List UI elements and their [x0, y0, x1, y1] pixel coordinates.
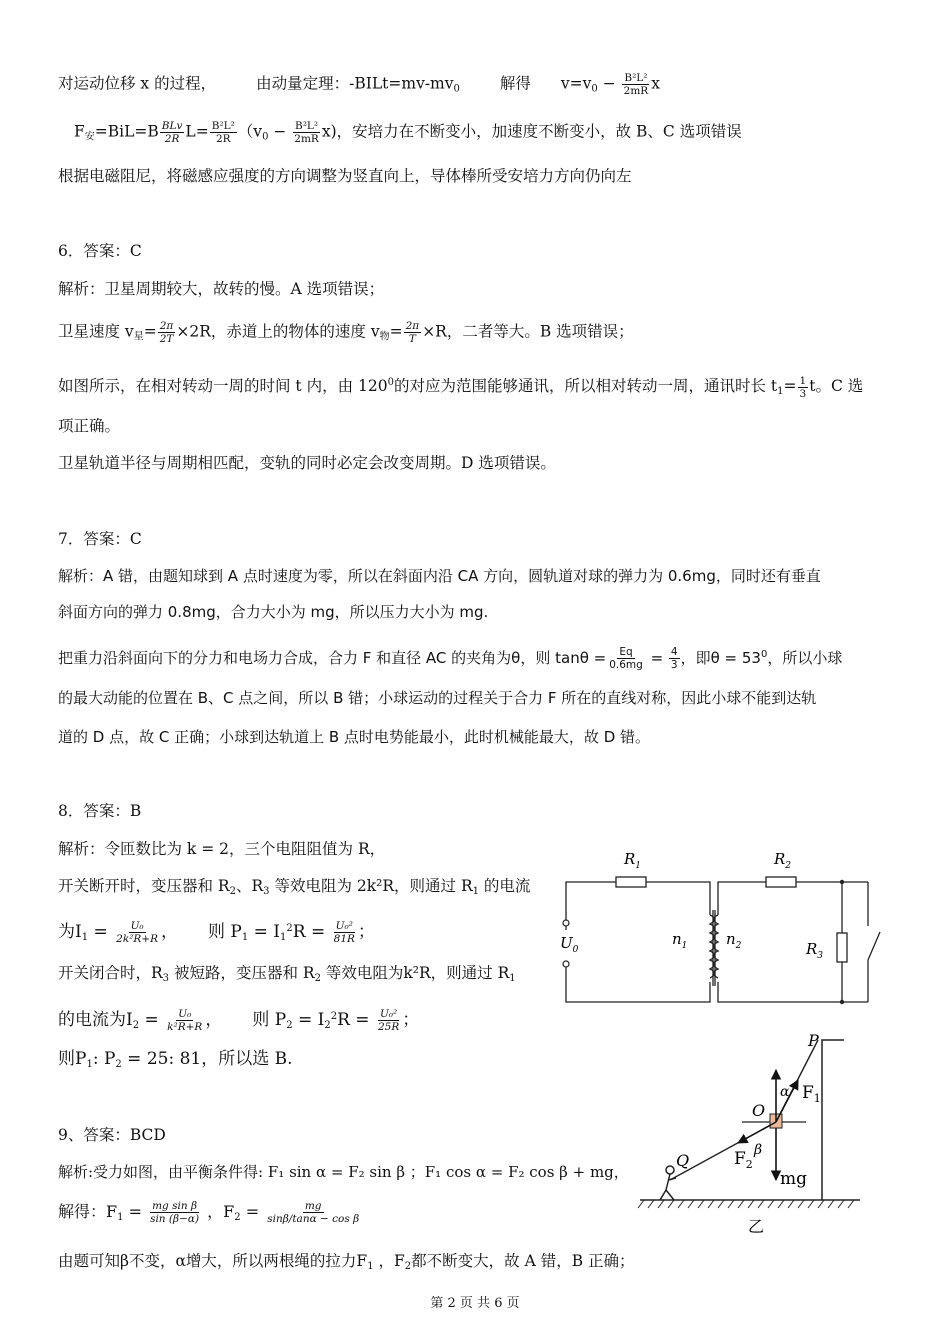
text: 等效电阻为 2k²R，则通过 R [269, 877, 473, 895]
text: ； [357, 922, 375, 942]
label-r3: $R_3$ [806, 940, 824, 961]
numerator: mg sin β [152, 1200, 198, 1212]
primary-wire-bottom [566, 966, 710, 1002]
s6-line-4: 项正确。 [58, 417, 121, 435]
denominator: 81R [333, 933, 355, 945]
s9-line-3 [58, 1250, 635, 1278]
text: F [394, 1252, 405, 1270]
sup: 2 [286, 923, 293, 934]
fraction [376, 1008, 401, 1033]
resistor-r1 [616, 877, 646, 887]
text: 、R [235, 877, 264, 895]
text: 的电流 [479, 877, 531, 895]
denominator: 0.6mg [609, 659, 643, 671]
transformer-circuit-diagram [550, 840, 890, 1015]
text: = [240, 1202, 265, 1221]
sub: 2 [286, 1020, 293, 1031]
text: 为I [58, 922, 82, 942]
sub: 1 [86, 1059, 93, 1070]
s8-line-1: 解析：令匝数比为 k = 2，三个电阻阻值为 R， [58, 840, 386, 858]
numerator: 2π [405, 320, 420, 332]
text: （v [237, 122, 263, 141]
resistor-r2 [766, 877, 796, 887]
denominator: 2R [215, 133, 231, 145]
sub: 1 [280, 932, 287, 943]
numerator: B²L² [295, 120, 319, 132]
fraction [210, 120, 237, 145]
numerator: 1 [799, 374, 807, 387]
sub: 1 [81, 932, 89, 943]
text: = [139, 1010, 165, 1030]
s9-line-1: 解析:受力如图，由平衡条件得: F₁ sin α = F₂ sin β ；F₁ cos α = F₂ cos β + mg， [58, 1163, 629, 1181]
label-p: P [808, 1031, 819, 1050]
text: 由动量定理：-BILt=mv-mv [256, 74, 454, 93]
s7-title: 7．答案：C [58, 530, 142, 548]
figure-caption: 乙 [748, 1217, 765, 1236]
text: 都不断变大，故 A 错，B 正确； [411, 1252, 635, 1270]
text: 则P [58, 1049, 87, 1069]
text: 由题可知β不变，α增大，所以两根绳的拉力F [58, 1252, 368, 1270]
numerator: B²L² [211, 120, 235, 132]
denominator: 2mR [623, 85, 649, 97]
sup: 2 [330, 1011, 338, 1022]
s9-line-2 [58, 1200, 362, 1229]
sub: 安 [84, 131, 95, 143]
text: ， [373, 1252, 394, 1270]
text: v=v [560, 74, 592, 93]
text: 则 P [208, 922, 242, 942]
denominator: 2mR [294, 133, 319, 145]
s6-line-2 [58, 320, 634, 349]
s6-line-1: 解析：卫星周期较大，故转的慢。A 选项错误； [58, 280, 385, 298]
text: 开关断开时，变压器和 R [58, 877, 230, 895]
text: : P [92, 1049, 116, 1069]
denominator: 2k²R+R [116, 933, 159, 945]
label-r2: $R_2$ [774, 850, 792, 871]
denominator: sinβ/tanα − cos β [267, 1213, 360, 1225]
sub: 0 [453, 83, 460, 95]
s8-line-6 [58, 1048, 293, 1076]
terminal-top [563, 920, 569, 926]
ground-hatch [638, 1200, 854, 1208]
text: = I [248, 922, 281, 942]
s7-line-4: 的最大动能的位置在 B、C 点之间，所以 B 错；小球运动的过程关于合力 F 所在的直线对称，因此小球不能到达轨 [58, 689, 817, 707]
numerator: Eq [619, 646, 633, 658]
text: 对运动位移 x 的过程， [58, 74, 217, 93]
text: ， [205, 1010, 223, 1030]
denominator: 2R [164, 133, 180, 145]
s7-line-2: 斜面方向的弹力 0.8mg，合力大小为 mg，所以压力大小为 mg. [58, 603, 489, 621]
numerator: U₀² [335, 920, 353, 932]
s5-line-2 [74, 120, 742, 149]
denominator: T [408, 333, 416, 345]
denominator: 2T [159, 333, 174, 345]
denominator: k²R+R [167, 1021, 203, 1033]
text: − [597, 74, 621, 93]
sub: 1 [367, 1261, 374, 1272]
fraction [148, 1200, 201, 1225]
sub: 2 [132, 1020, 140, 1031]
numerator: 4 [670, 646, 678, 658]
denominator: sin (β−α) [150, 1213, 200, 1225]
text: t。C 选 [809, 377, 864, 395]
page-footer: 第 2 页 共 6 页 [430, 1296, 520, 1311]
denominator: 3 [670, 659, 678, 671]
text: 开关闭合时，R [58, 964, 163, 982]
fraction [158, 320, 176, 345]
text: = I [292, 1010, 325, 1030]
fraction [114, 920, 160, 945]
junction-dot-bottom [840, 1000, 844, 1004]
secondary-wire-bottom [718, 982, 842, 1002]
sub: 1 [241, 932, 249, 943]
s8-line-2 [58, 875, 530, 903]
text: ×R，二者等大。B 选项错误； [422, 322, 634, 341]
sub: 2 [234, 1212, 241, 1223]
text: 则 P [252, 1010, 287, 1030]
text: ， [161, 922, 179, 942]
fraction [265, 1200, 361, 1225]
denominator: 25R [377, 1021, 400, 1033]
s8-line-3 [58, 918, 375, 949]
text: 解得 [499, 74, 531, 93]
text: 把重力沿斜面向下的分力和电场力合成，合力 F 和直径 AC 的夹角为θ，则 tanθ = [58, 649, 607, 667]
text: 卫星速度 v [58, 322, 134, 341]
fraction [798, 375, 809, 400]
wall [822, 1040, 844, 1200]
text: 的对应为范围能够通讯，所以相对转动一周，通讯时长 t [393, 377, 778, 395]
s7-line-1: 解析：A 错，由题知球到 A 点时速度为零，所以在斜面内沿 CA 方向，圆轨道对球的弹力为 0.6mg，同时还有垂直 [58, 567, 821, 585]
sub: 星 [133, 331, 144, 343]
fraction [622, 72, 651, 97]
fraction [332, 920, 357, 945]
junction-dot-top [840, 880, 844, 884]
text: L= [185, 122, 209, 141]
sub: 1 [117, 1212, 124, 1223]
person-icon [660, 1166, 676, 1200]
s8-line-4 [58, 962, 516, 990]
text: R = [292, 922, 331, 942]
fraction [292, 120, 321, 145]
sub: 3 [263, 886, 270, 897]
text: = [123, 1202, 148, 1221]
fraction [165, 1008, 204, 1033]
label-mg: mg [780, 1169, 808, 1189]
sub: 2 [229, 886, 236, 897]
sub: 2 [115, 1059, 122, 1070]
primary-wire-top [566, 882, 710, 930]
text: = [645, 649, 668, 667]
text: 的电流为I [58, 1010, 133, 1030]
s7-line-3 [58, 644, 842, 671]
denominator: 3 [799, 387, 807, 400]
fraction [160, 120, 185, 145]
arrow-f2 [738, 1122, 776, 1143]
numerator: U₀² [379, 1008, 398, 1020]
label-o: O [752, 1101, 766, 1120]
text: = [88, 922, 114, 942]
label-u0: $U_0$ [560, 934, 579, 955]
numerator: B²L² [624, 72, 648, 84]
label-r1: $R_1$ [624, 850, 642, 871]
s8-title: 8．答案：B [58, 802, 142, 820]
s8-line-5 [58, 1006, 419, 1037]
fraction [607, 646, 645, 671]
text: R = [337, 1010, 375, 1030]
numerator: mg [304, 1200, 322, 1212]
text: 如图所示，在相对转动一周的时间 t 内，由 120 [58, 377, 388, 395]
text: =BiL=B [94, 122, 159, 141]
text: F [74, 122, 85, 141]
sup: 0 [387, 377, 394, 388]
resistor-r3 [837, 933, 847, 962]
sub: 3 [162, 973, 170, 984]
numerator: U₀ [178, 1008, 192, 1020]
sub: 2 [404, 1261, 412, 1272]
sub: 2 [324, 1020, 331, 1031]
sub: 物 [379, 331, 390, 343]
label-f2: $F_2$ [734, 1149, 753, 1171]
text: 被短路，变压器和 R [169, 964, 315, 982]
s5-line-1 [58, 72, 660, 101]
sub: 0 [262, 131, 269, 143]
s9-title: 9、答案：BCD [58, 1126, 166, 1144]
sub: 2 [314, 973, 321, 984]
label-n1: $n_1$ [672, 930, 688, 951]
fraction [404, 320, 422, 345]
text: = 25: 81，所以选 B. [121, 1049, 293, 1069]
sub: 1 [777, 386, 784, 397]
label-beta: β [754, 1142, 763, 1158]
s6-line-5: 卫星轨道半径与周期相匹配，变轨的同时必定会改变周期。D 选项错误。 [58, 454, 556, 472]
force-diagram [630, 1030, 870, 1245]
s6-line-3: 如图所示，在相对转动一周的时间 t 内，由 $120^0$的对应为范围能够通讯，所以相对转动一周，通讯时长 $t_1=$ $\frac{1}{3}$ t。C 选 [58, 374, 864, 400]
text: = [143, 322, 157, 341]
switch-blade [868, 932, 880, 960]
label-alpha: α [780, 1084, 790, 1100]
sub: 1 [472, 886, 479, 897]
numerator: BLv [161, 120, 183, 132]
text: 解得：F [58, 1202, 118, 1221]
text: ×2R，赤道上的物体的速度 v [176, 322, 380, 341]
label-q: Q [676, 1151, 690, 1170]
sub: 0 [591, 83, 598, 95]
numerator: 2π [159, 320, 174, 332]
terminal-bottom [563, 961, 569, 967]
numerator: U₀ [130, 920, 144, 932]
label-n2: $n_2$ [726, 930, 742, 951]
sub: 1 [509, 973, 516, 984]
text: − [268, 122, 292, 141]
text: ； [402, 1010, 420, 1030]
text: ，F [202, 1202, 235, 1221]
s7-line-5: 道的 D 点，故 C 正确；小球到达轨道上 B 点时电势能最小，此时机械能最大，故 D 错。 [58, 728, 651, 746]
text: 等效电阻为k²R，则通过 R [320, 964, 510, 982]
text: ，即θ = 53 [680, 649, 761, 667]
text: = [389, 322, 403, 341]
text: ，所以小球 [767, 649, 843, 667]
fraction [669, 646, 680, 671]
sup: 0 [760, 649, 768, 660]
text: x)，安培力在不断变小，加速度不断变小，故 B、C 选项错误 [321, 122, 742, 141]
text: x [651, 74, 660, 93]
s5-line-3: 根据电磁阻尼，将磁感应强度的方向调整为竖直向上，导体棒所受安培力方向仍向左 [58, 167, 632, 185]
s6-title: 6．答案：C [58, 242, 142, 260]
label-f1: $F_1$ [802, 1083, 821, 1105]
